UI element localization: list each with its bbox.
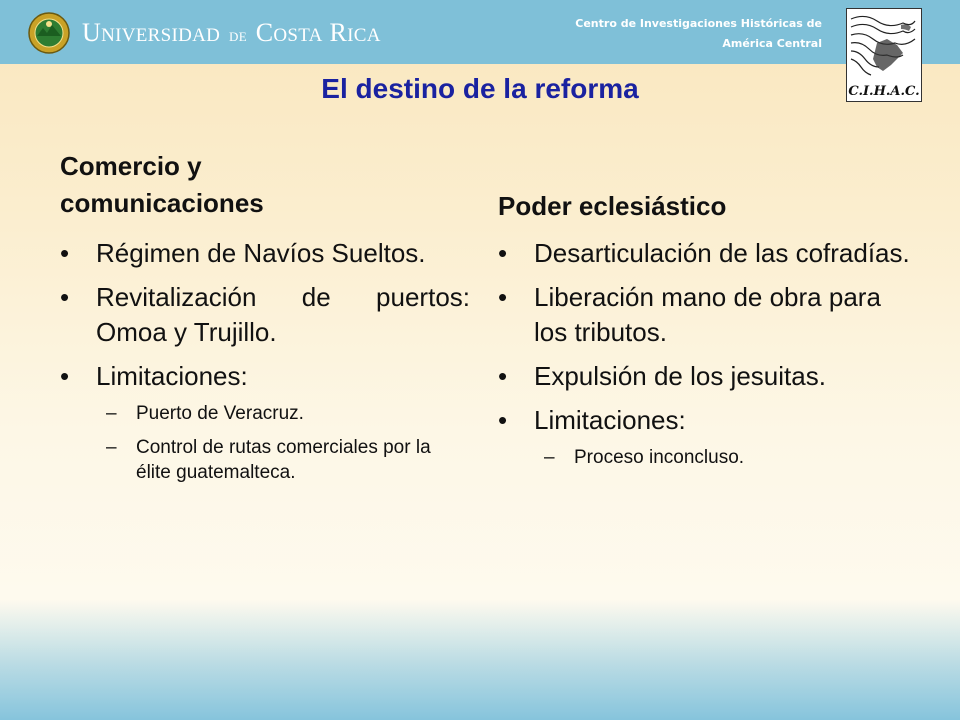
list-item: • Revitalización de puertos: Omoa y Trujillo. — [60, 282, 470, 347]
left-heading-line-1: Comercio y — [60, 151, 202, 181]
bullet-marker: • — [60, 238, 70, 268]
right-bullet-list — [498, 236, 918, 479]
dash-marker: – — [544, 447, 555, 468]
center-name-line-2: América Central — [722, 37, 822, 50]
dash-marker: – — [106, 403, 117, 424]
list-item: • Expulsión de los jesuitas. — [498, 359, 918, 394]
bullet-marker: • — [498, 282, 508, 312]
research-center-name — [522, 14, 822, 54]
dash-marker: – — [106, 437, 117, 458]
list-item: • Limitaciones: — [60, 359, 470, 394]
list-item: • Liberación mano de obra para los tributos. — [498, 282, 881, 347]
list-item: • Régimen de Navíos Sueltos. — [60, 236, 470, 271]
bullet-marker: • — [498, 361, 508, 391]
bullet-marker: • — [498, 238, 508, 268]
list-item: • Desarticulación de las cofradías. — [498, 236, 918, 271]
footer-band — [0, 600, 960, 720]
right-column-heading: Poder eclesiástico — [498, 191, 727, 221]
bullet-marker: • — [60, 282, 70, 312]
bullet-marker: • — [498, 405, 508, 435]
center-name-line-1: Centro de Investigaciones Históricas de — [575, 17, 822, 30]
slide-title: El destino de la reforma — [321, 73, 639, 104]
sub-list-item: – Proceso inconcluso. — [544, 447, 745, 468]
left-heading-line-2: comunicaciones — [60, 188, 264, 218]
left-column-heading — [60, 148, 440, 222]
cihac-logo-text: C.I.H.A.C. — [848, 84, 920, 99]
university-seal-icon — [28, 12, 70, 54]
sub-list-item: – Puerto de Veracruz. — [106, 403, 304, 424]
bullet-marker: • — [60, 361, 70, 391]
list-item: • Limitaciones: — [498, 403, 918, 438]
university-name: UNIVERSIDAD DE COSTA RICA — [82, 18, 381, 47]
sub-list-item: – Control de rutas comerciales por la élite guatemalteca. — [106, 437, 431, 483]
left-bullet-list — [60, 236, 470, 494]
